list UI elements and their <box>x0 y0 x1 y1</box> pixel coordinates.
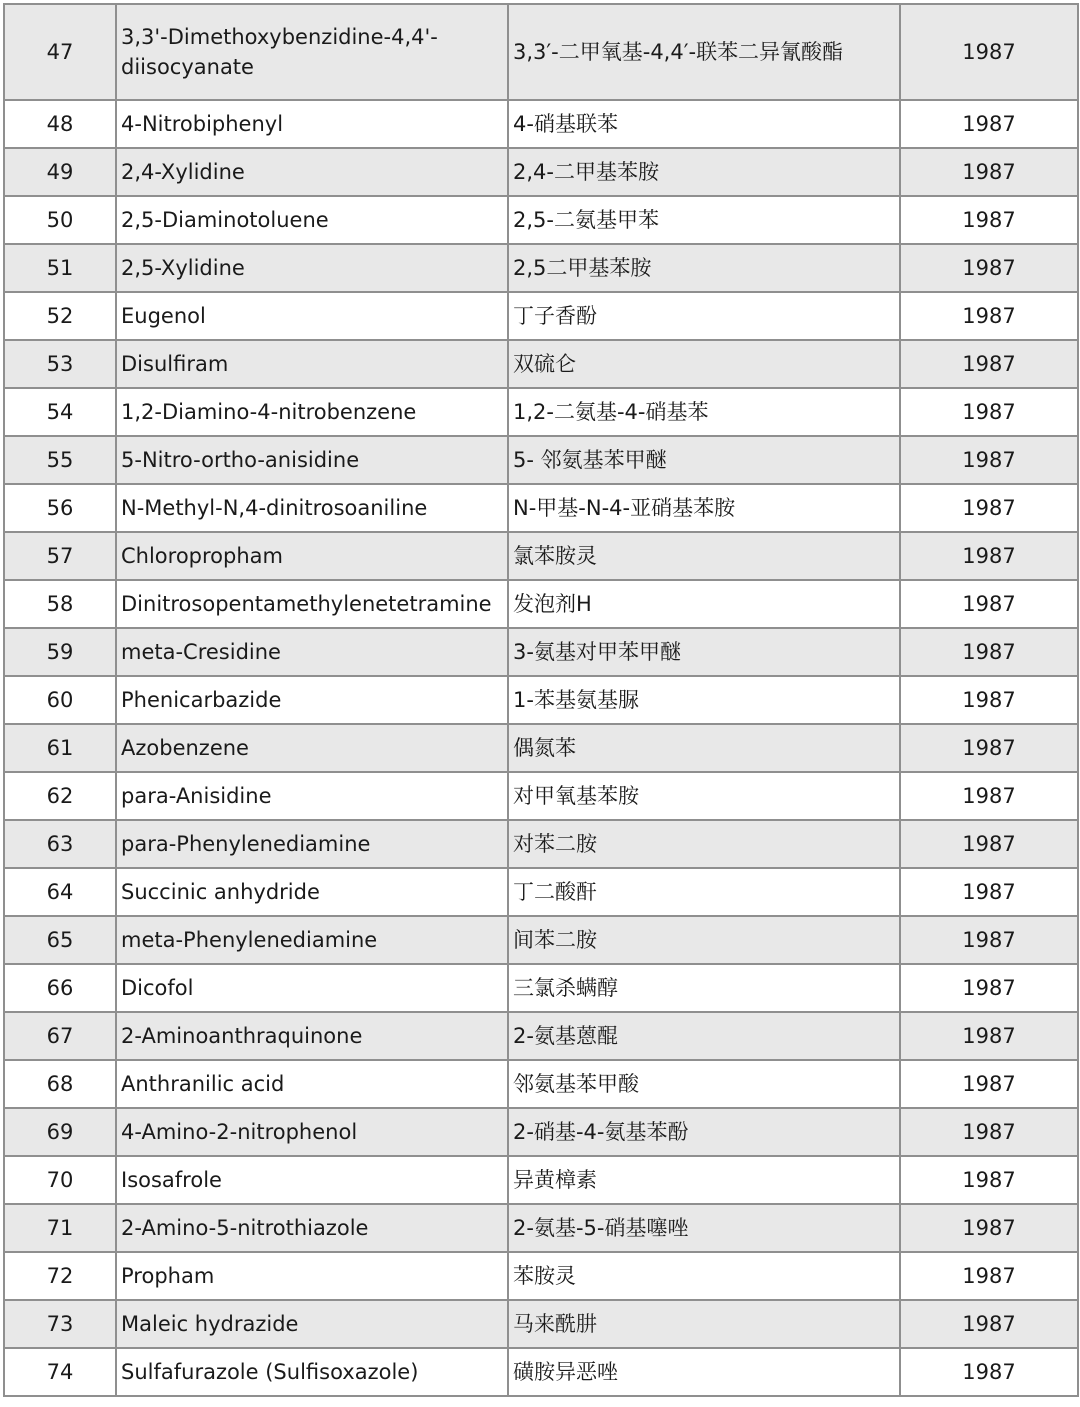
chinese-name-cell: 丁子香酚 <box>508 292 900 340</box>
year-cell: 1987 <box>900 100 1078 148</box>
year-cell: 1987 <box>900 4 1078 100</box>
table-row <box>4 532 1078 580</box>
table-row <box>4 676 1078 724</box>
english-name-cell: 4-Nitrobiphenyl <box>116 100 508 148</box>
english-name-cell: Disulfiram <box>116 340 508 388</box>
year-cell: 1987 <box>900 1348 1078 1396</box>
row-number-cell: 48 <box>4 100 116 148</box>
row-number-cell: 63 <box>4 820 116 868</box>
table-row <box>4 1348 1078 1396</box>
year-cell: 1987 <box>900 724 1078 772</box>
row-number-cell: 56 <box>4 484 116 532</box>
english-name-cell: Phenicarbazide <box>116 676 508 724</box>
chinese-name-cell: 3-氨基对甲苯甲醚 <box>508 628 900 676</box>
year-cell: 1987 <box>900 772 1078 820</box>
row-number-cell: 61 <box>4 724 116 772</box>
english-name-cell: Propham <box>116 1252 508 1300</box>
year-cell: 1987 <box>900 436 1078 484</box>
chinese-name-cell: 异黄樟素 <box>508 1156 900 1204</box>
table-row <box>4 724 1078 772</box>
row-number-cell: 67 <box>4 1012 116 1060</box>
chinese-name-cell: 发泡剂H <box>508 580 900 628</box>
row-number-cell: 47 <box>4 4 116 100</box>
year-cell: 1987 <box>900 1156 1078 1204</box>
row-number-cell: 65 <box>4 916 116 964</box>
row-number-cell: 60 <box>4 676 116 724</box>
english-name-cell: Dinitrosopentamethylenetetramine <box>116 580 508 628</box>
row-number-cell: 73 <box>4 1300 116 1348</box>
row-number-cell: 72 <box>4 1252 116 1300</box>
chinese-name-cell: N-甲基-N-4-亚硝基苯胺 <box>508 484 900 532</box>
row-number-cell: 71 <box>4 1204 116 1252</box>
year-cell: 1987 <box>900 1060 1078 1108</box>
english-name-cell: 4-Amino-2-nitrophenol <box>116 1108 508 1156</box>
row-number-cell: 59 <box>4 628 116 676</box>
english-name-cell: Succinic anhydride <box>116 868 508 916</box>
chinese-name-cell: 丁二酸酐 <box>508 868 900 916</box>
year-cell: 1987 <box>900 916 1078 964</box>
english-name-cell: 2,5-Diaminotoluene <box>116 196 508 244</box>
table-row <box>4 340 1078 388</box>
table-row <box>4 820 1078 868</box>
year-cell: 1987 <box>900 964 1078 1012</box>
english-name-cell: Azobenzene <box>116 724 508 772</box>
row-number-cell: 52 <box>4 292 116 340</box>
table-row <box>4 292 1078 340</box>
table-row <box>4 1012 1078 1060</box>
english-name-cell: 3,3'-Dimethoxybenzidine-4,4'-diisocyanate <box>116 4 508 100</box>
row-number-cell: 49 <box>4 148 116 196</box>
table-body <box>4 4 1078 1396</box>
chinese-name-cell: 邻氨基苯甲酸 <box>508 1060 900 1108</box>
english-name-cell: para-Anisidine <box>116 772 508 820</box>
row-number-cell: 66 <box>4 964 116 1012</box>
english-name-cell: Maleic hydrazide <box>116 1300 508 1348</box>
chinese-name-cell: 3,3′-二甲氧基-4,4′-联苯二异氰酸酯 <box>508 4 900 100</box>
year-cell: 1987 <box>900 1012 1078 1060</box>
english-name-cell: 5-Nitro-ortho-anisidine <box>116 436 508 484</box>
chemical-table <box>3 3 1079 1397</box>
row-number-cell: 68 <box>4 1060 116 1108</box>
table-row <box>4 916 1078 964</box>
table-row <box>4 868 1078 916</box>
chinese-name-cell: 氯苯胺灵 <box>508 532 900 580</box>
row-number-cell: 57 <box>4 532 116 580</box>
chinese-name-cell: 2,5二甲基苯胺 <box>508 244 900 292</box>
chinese-name-cell: 间苯二胺 <box>508 916 900 964</box>
table-row <box>4 1108 1078 1156</box>
row-number-cell: 53 <box>4 340 116 388</box>
chinese-name-cell: 1,2-二氨基-4-硝基苯 <box>508 388 900 436</box>
english-name-cell: Anthranilic acid <box>116 1060 508 1108</box>
chinese-name-cell: 三氯杀螨醇 <box>508 964 900 1012</box>
year-cell: 1987 <box>900 292 1078 340</box>
table-row <box>4 1300 1078 1348</box>
row-number-cell: 74 <box>4 1348 116 1396</box>
english-name-cell: meta-Phenylenediamine <box>116 916 508 964</box>
row-number-cell: 69 <box>4 1108 116 1156</box>
english-name-cell: 2,5-Xylidine <box>116 244 508 292</box>
chinese-name-cell: 5- 邻氨基苯甲醚 <box>508 436 900 484</box>
year-cell: 1987 <box>900 1108 1078 1156</box>
table-row <box>4 196 1078 244</box>
year-cell: 1987 <box>900 148 1078 196</box>
year-cell: 1987 <box>900 196 1078 244</box>
table-row <box>4 580 1078 628</box>
row-number-cell: 55 <box>4 436 116 484</box>
chinese-name-cell: 2,5-二氨基甲苯 <box>508 196 900 244</box>
year-cell: 1987 <box>900 532 1078 580</box>
table-row <box>4 1252 1078 1300</box>
year-cell: 1987 <box>900 244 1078 292</box>
row-number-cell: 58 <box>4 580 116 628</box>
chinese-name-cell: 2-氨基-5-硝基噻唑 <box>508 1204 900 1252</box>
row-number-cell: 51 <box>4 244 116 292</box>
chinese-name-cell: 2-硝基-4-氨基苯酚 <box>508 1108 900 1156</box>
chinese-name-cell: 对苯二胺 <box>508 820 900 868</box>
table-row <box>4 4 1078 100</box>
chinese-name-cell: 2,4-二甲基苯胺 <box>508 148 900 196</box>
year-cell: 1987 <box>900 1252 1078 1300</box>
english-name-cell: Chloropropham <box>116 532 508 580</box>
english-name-cell: 2-Amino-5-nitrothiazole <box>116 1204 508 1252</box>
chinese-name-cell: 1-苯基氨基脲 <box>508 676 900 724</box>
chinese-name-cell: 2-氨基蒽醌 <box>508 1012 900 1060</box>
english-name-cell: Sulfafurazole (Sulfisoxazole) <box>116 1348 508 1396</box>
chinese-name-cell: 4-硝基联苯 <box>508 100 900 148</box>
year-cell: 1987 <box>900 868 1078 916</box>
table-row <box>4 628 1078 676</box>
english-name-cell: 2,4-Xylidine <box>116 148 508 196</box>
table-row <box>4 964 1078 1012</box>
english-name-cell: 1,2-Diamino-4-nitrobenzene <box>116 388 508 436</box>
table-row <box>4 148 1078 196</box>
english-name-cell: N-Methyl-N,4-dinitrosoaniline <box>116 484 508 532</box>
year-cell: 1987 <box>900 820 1078 868</box>
year-cell: 1987 <box>900 628 1078 676</box>
year-cell: 1987 <box>900 1204 1078 1252</box>
english-name-cell: para-Phenylenediamine <box>116 820 508 868</box>
chinese-name-cell: 苯胺灵 <box>508 1252 900 1300</box>
english-name-cell: meta-Cresidine <box>116 628 508 676</box>
table-row <box>4 388 1078 436</box>
row-number-cell: 70 <box>4 1156 116 1204</box>
table-row <box>4 244 1078 292</box>
chinese-name-cell: 对甲氧基苯胺 <box>508 772 900 820</box>
table-row <box>4 1060 1078 1108</box>
table-row <box>4 772 1078 820</box>
chemical-table-container <box>3 3 1077 1397</box>
english-name-cell: 2-Aminoanthraquinone <box>116 1012 508 1060</box>
row-number-cell: 62 <box>4 772 116 820</box>
row-number-cell: 50 <box>4 196 116 244</box>
table-row <box>4 1156 1078 1204</box>
chinese-name-cell: 马来酰肼 <box>508 1300 900 1348</box>
table-row <box>4 484 1078 532</box>
table-row <box>4 100 1078 148</box>
row-number-cell: 54 <box>4 388 116 436</box>
year-cell: 1987 <box>900 580 1078 628</box>
year-cell: 1987 <box>900 340 1078 388</box>
english-name-cell: Isosafrole <box>116 1156 508 1204</box>
table-row <box>4 436 1078 484</box>
table-row <box>4 1204 1078 1252</box>
year-cell: 1987 <box>900 676 1078 724</box>
chinese-name-cell: 双硫仑 <box>508 340 900 388</box>
english-name-cell: Eugenol <box>116 292 508 340</box>
row-number-cell: 64 <box>4 868 116 916</box>
english-name-cell: Dicofol <box>116 964 508 1012</box>
year-cell: 1987 <box>900 388 1078 436</box>
year-cell: 1987 <box>900 484 1078 532</box>
year-cell: 1987 <box>900 1300 1078 1348</box>
chinese-name-cell: 偶氮苯 <box>508 724 900 772</box>
chinese-name-cell: 磺胺异恶唑 <box>508 1348 900 1396</box>
